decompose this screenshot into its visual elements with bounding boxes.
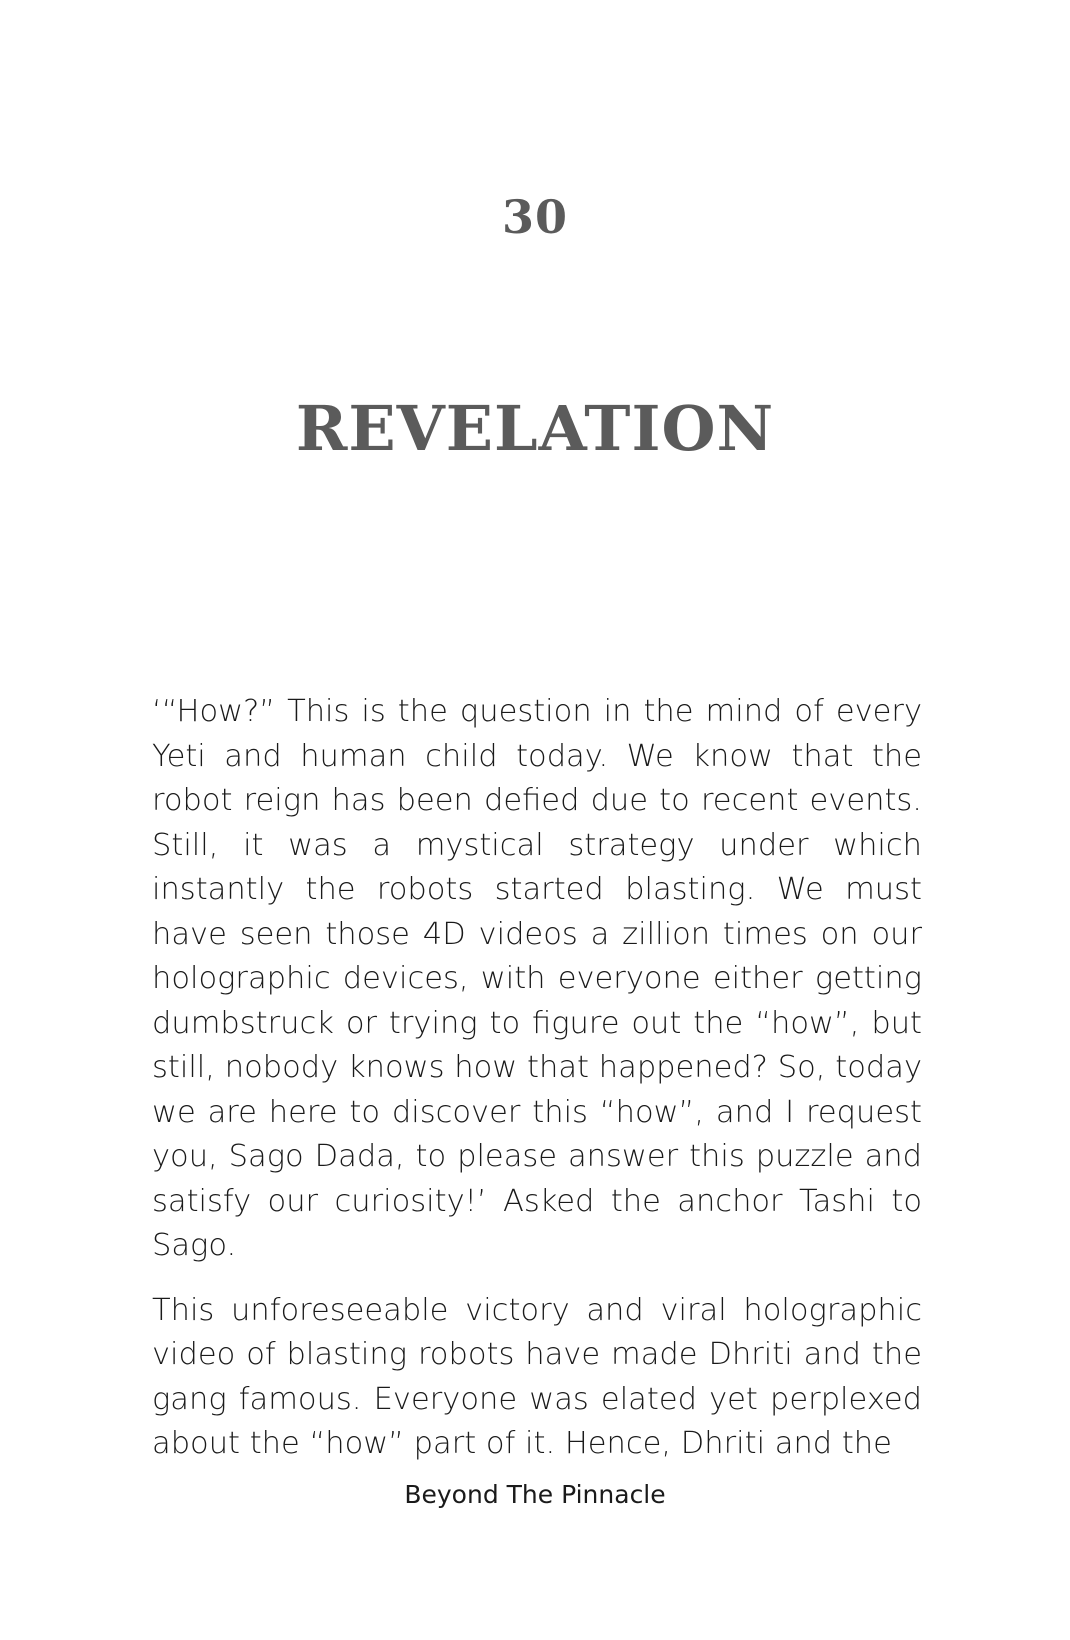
body-text (152, 690, 922, 1487)
chapter-title: REVELATION (295, 392, 775, 465)
paragraph-1: ‘“How?” This is the question in the mind of every Yeti and human child today. We know that the robot reign has been defied due to recent events. Still, it was a mystical strategy under which instantly the robots started blasting. We must have seen those 4D videos a zillion times on our holographic devices, with everyone either getting dumbstruck or trying to figure out the “how”, but still, nobody knows how that happened? So, today we are here to discover this “how”, and I request you, Sago Dada, to please answer this puzzle and satisfy our curiosity!’ Asked the anchor Tashi to Sago. (152, 694, 922, 1263)
chapter-number: 30 (501, 190, 568, 244)
paragraph-2: This unforeseeable victory and viral holographic video of blasting robots have made Dhriti and the gang famous. Everyone was elated yet perplexed about the “how” part of it. Hence, Dhriti and the (152, 1292, 922, 1461)
footer-book-title: Beyond The Pinnacle (404, 1480, 666, 1509)
